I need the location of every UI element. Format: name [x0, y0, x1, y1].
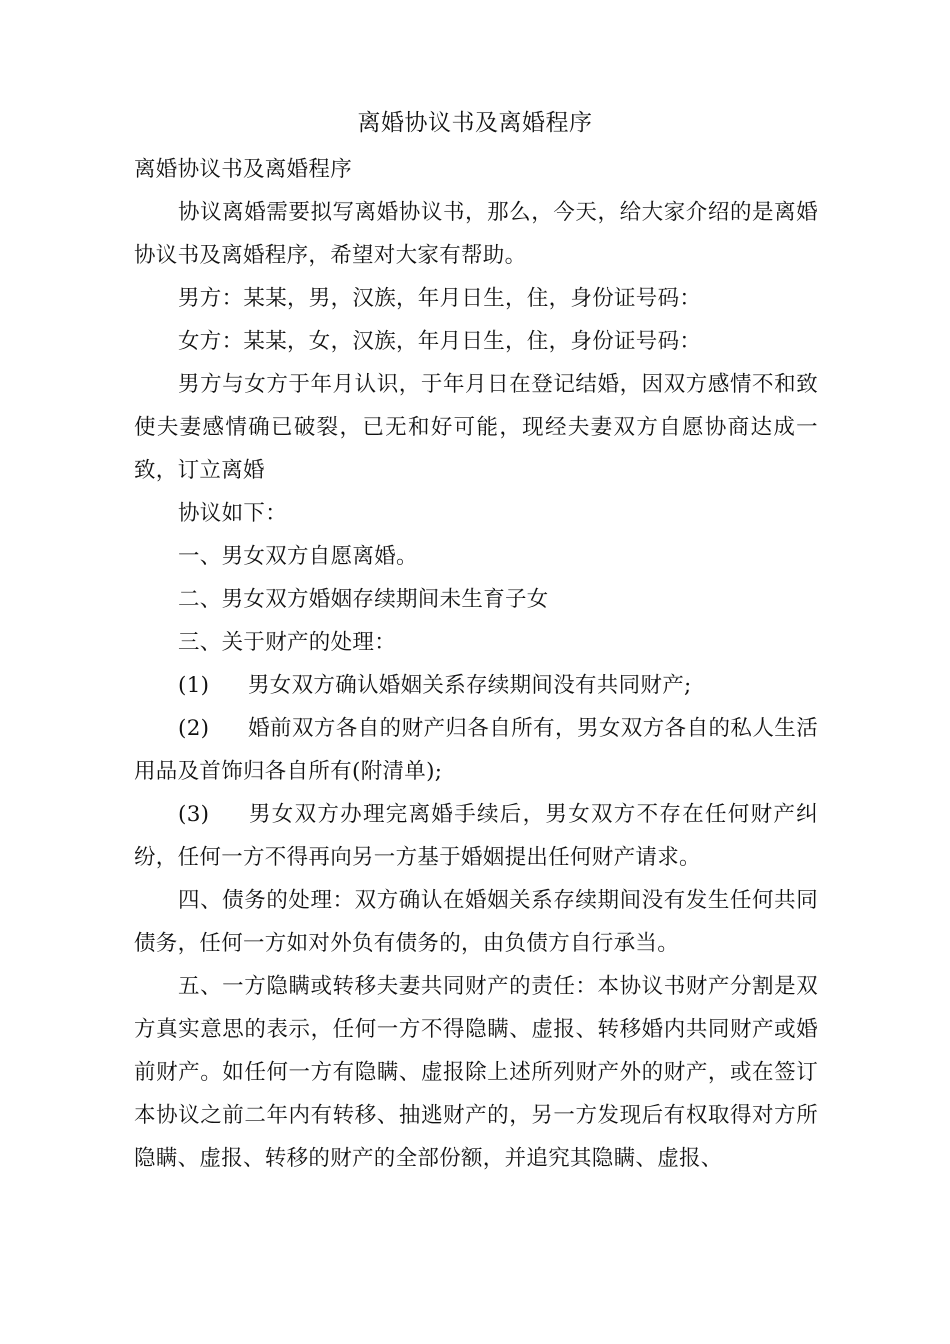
item-number: (2): [178, 716, 210, 741]
clause-1: 一、男女双方自愿离婚。: [178, 544, 418, 569]
item-number: (3): [178, 802, 210, 827]
document-title: 离婚协议书及离婚程序: [357, 110, 593, 136]
property-item-3: [134, 793, 818, 879]
clause-5: 五、一方隐瞒或转移夫妻共同财产的责任：本协议书财产分割是双方真实意思的表示，任何一方不得隐瞒、虚报、转移婚内共同财产或婚前财产。如任何一方有隐瞒、虚报除上述所列财产外的财产，或在签订本协议之前二年内有转移、抽逃财产的，另一方发现后有权取得对方所隐瞒、虚报、转移的财产的全部份额，并追究其隐瞒、虚报、: [134, 974, 818, 1171]
paragraph-man-info: 男方：某某，男，汉族，年月日生，住，身份证号码：: [178, 286, 702, 311]
item-text: 男女双方办理完离婚手续后，男女双方不存在任何财产纠纷，任何一方不得再向另一方基于婚姻提出任何财产请求。: [134, 802, 818, 870]
item-number: (1): [178, 673, 210, 698]
document-subtitle: 离婚协议书及离婚程序: [134, 157, 353, 182]
paragraph-intro: 协议离婚需要拟写离婚协议书，那么，今天，给大家介绍的是离婚协议书及离婚程序，希望对大家有帮助。: [134, 200, 818, 268]
paragraph-background: 男方与女方于年月认识，于年月日在登记结婚，因双方感情不和致使夫妻感情确已破裂，已无和好可能，现经夫妻双方自愿协商达成一致，订立离婚: [134, 372, 818, 483]
paragraph-woman-info: 女方：某某，女，汉族，年月日生，住，身份证号码：: [178, 329, 702, 354]
item-text: 婚前双方各自的财产归各自所有，男女双方各自的私人生活用品及首饰归各自所有(附清单);: [134, 716, 818, 784]
paragraph-agreement-lead: 协议如下：: [178, 501, 288, 526]
item-text: 男女双方确认婚姻关系存续期间没有共同财产;: [248, 673, 692, 698]
clause-4: 四、债务的处理：双方确认在婚姻关系存续期间没有发生任何共同债务，任何一方如对外负有债务的，由负债方自行承当。: [134, 888, 818, 956]
document-body: [134, 148, 818, 1180]
clause-2: 二、男女双方婚姻存续期间未生育子女: [178, 587, 549, 612]
property-item-2: [134, 707, 818, 793]
clause-3: 三、关于财产的处理：: [178, 630, 397, 655]
property-item-1: [134, 664, 818, 707]
